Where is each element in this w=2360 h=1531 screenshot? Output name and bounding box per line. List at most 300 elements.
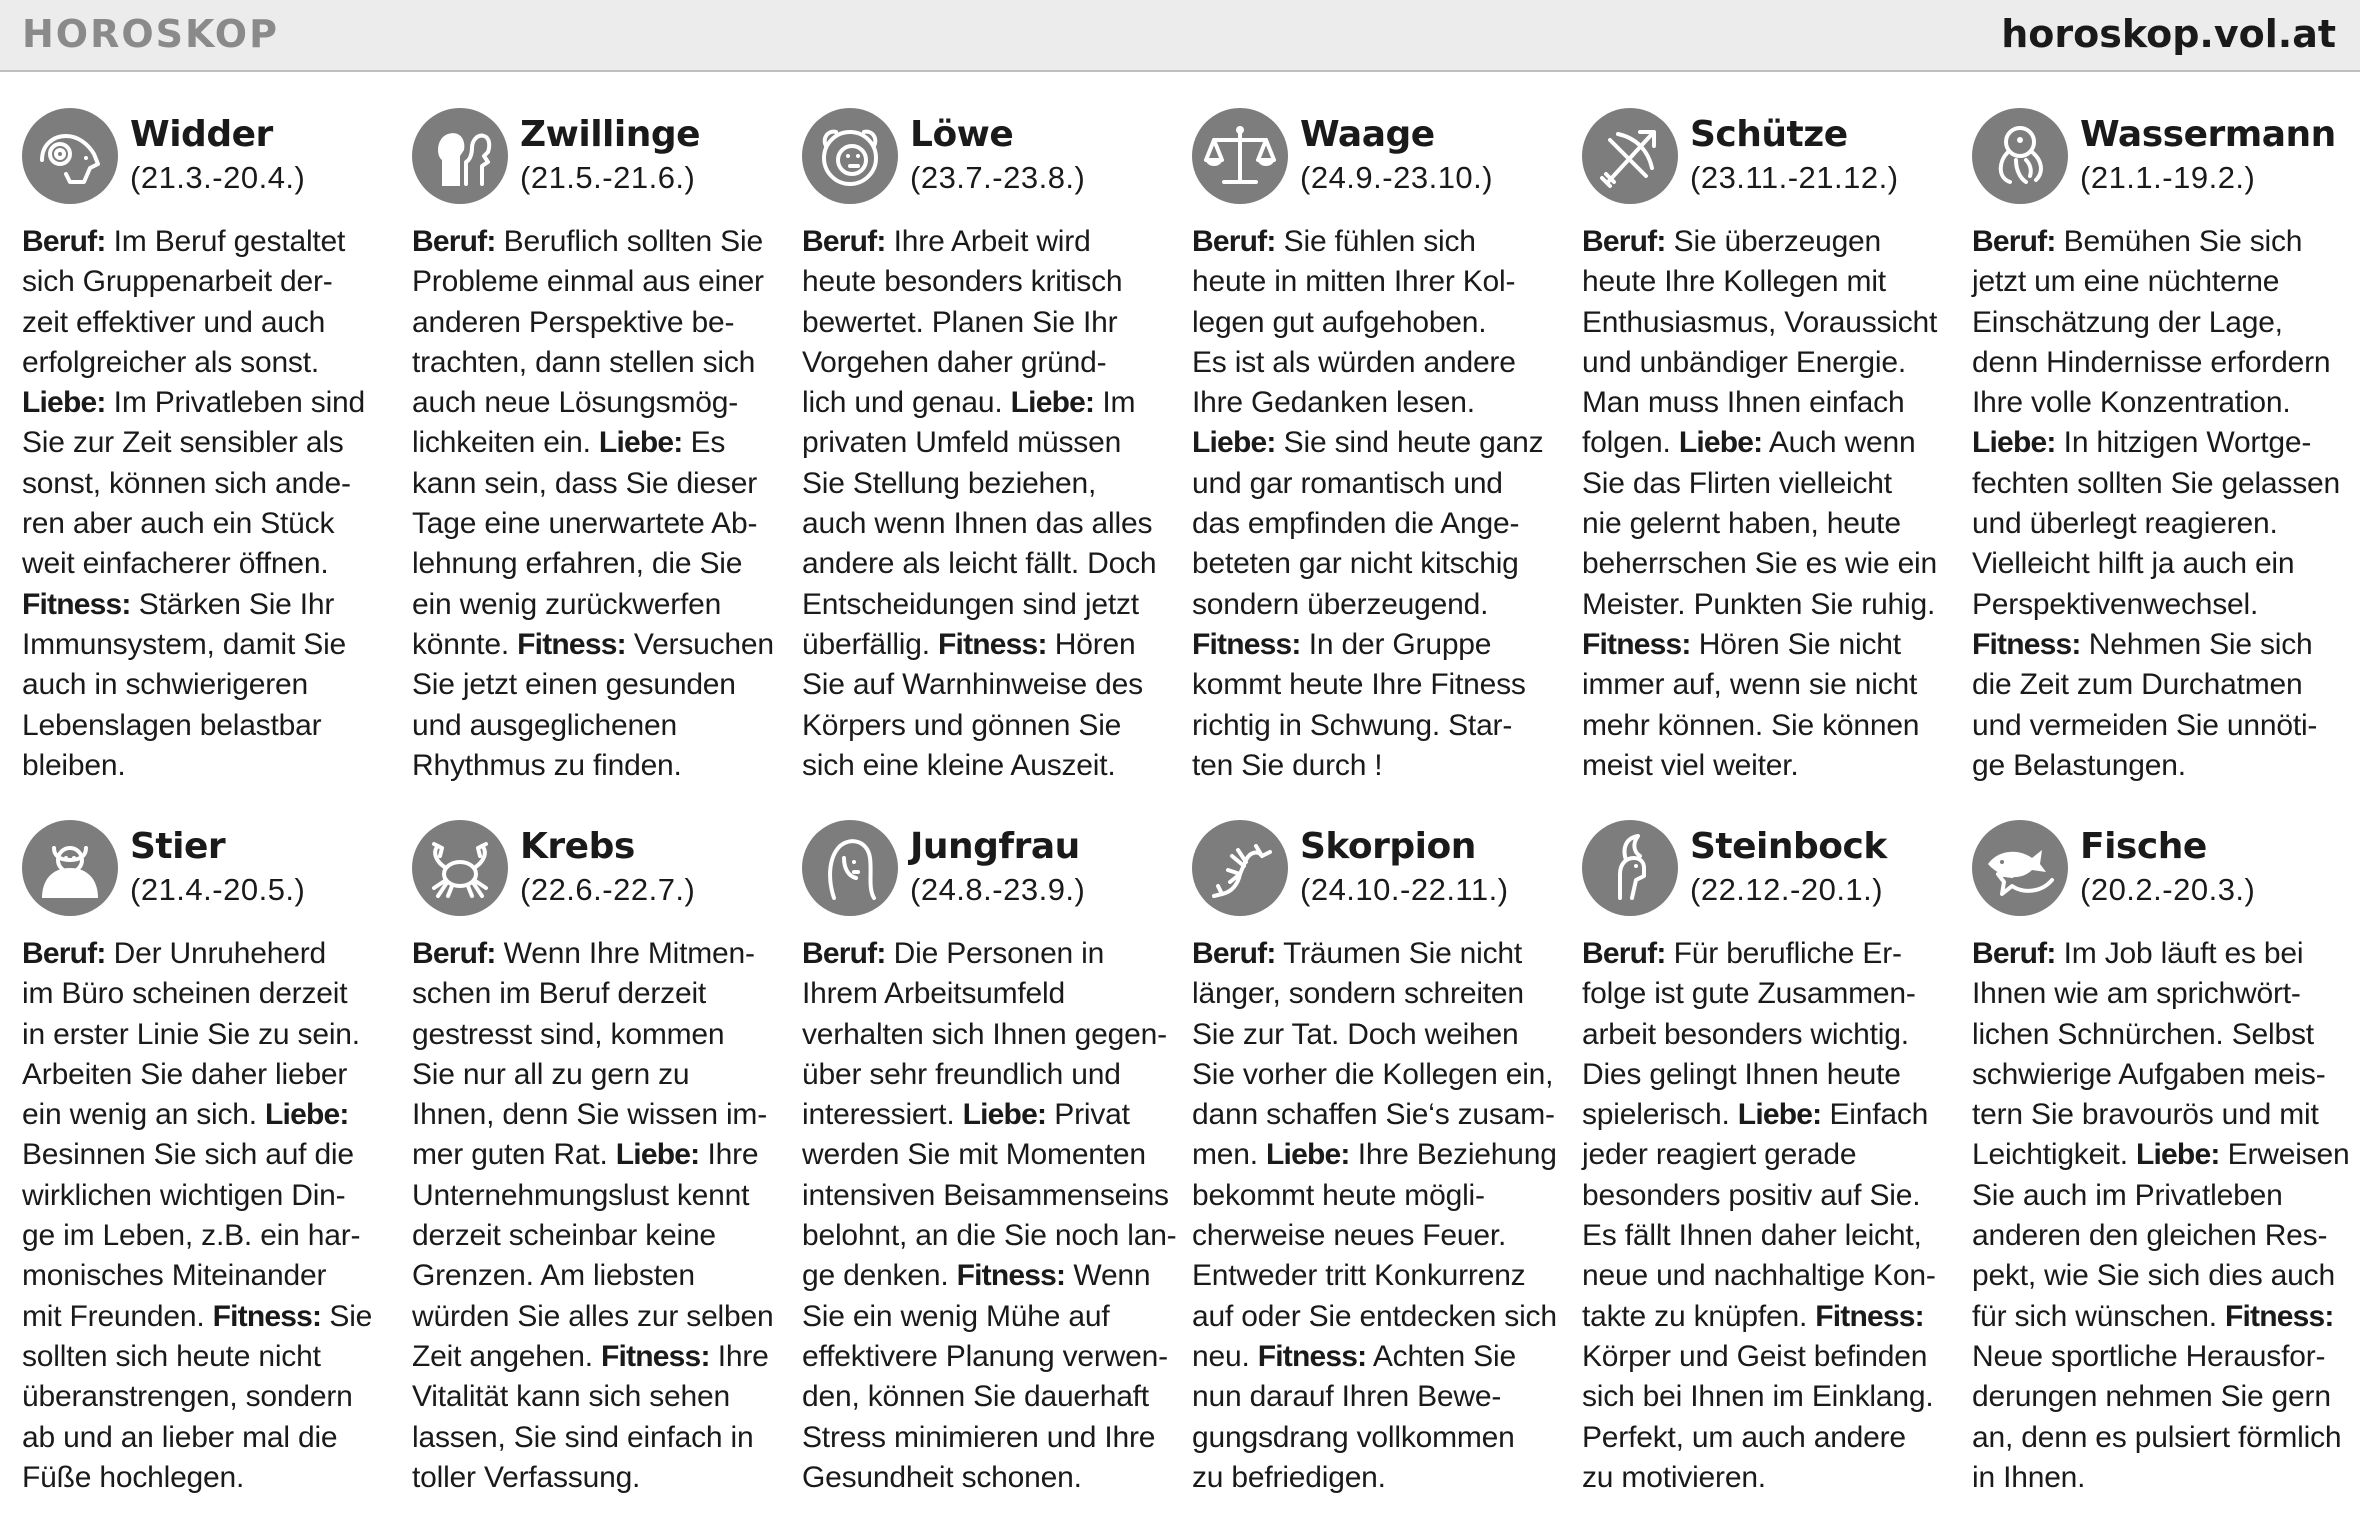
text-line xyxy=(22,934,394,974)
text-line xyxy=(802,383,1174,423)
text-segment: überfällig. xyxy=(802,627,939,661)
text-line xyxy=(412,665,784,705)
section-label: Fitness: xyxy=(1972,627,2081,661)
text-segment: trachten, dann stellen sich xyxy=(412,345,756,379)
text-line xyxy=(22,1135,394,1175)
text-segment: arbeit besonders wichtig. xyxy=(1582,1017,1909,1051)
text-line xyxy=(1582,625,1954,665)
text-segment: sollten sich heute nicht xyxy=(22,1339,321,1373)
text-segment: privaten Umfeld müssen xyxy=(802,426,1122,460)
text-line xyxy=(802,1297,1174,1337)
text-segment: Stress minimieren und Ihre xyxy=(802,1420,1156,1454)
text-segment: Wenn xyxy=(1065,1259,1151,1293)
text-line xyxy=(1582,1055,1954,1095)
text-segment: kann sein, dass Sie dieser xyxy=(412,466,758,500)
text-line xyxy=(412,934,784,974)
text-line xyxy=(412,625,784,665)
text-line xyxy=(802,303,1174,343)
text-segment: neu. xyxy=(1192,1339,1258,1373)
text-line xyxy=(802,262,1174,302)
text-segment: Gesundheit schonen. xyxy=(802,1460,1082,1494)
text-segment: Meister. Punkten Sie ruhig. xyxy=(1582,587,1936,621)
text-line xyxy=(802,1458,1174,1498)
text-line xyxy=(22,1458,394,1498)
text-segment: länger, sondern schreiten xyxy=(1192,977,1524,1011)
text-segment: Arbeiten Sie daher lieber xyxy=(22,1057,348,1091)
text-line xyxy=(1192,262,1564,302)
ibex-icon xyxy=(1582,820,1678,916)
text-line xyxy=(802,1015,1174,1055)
text-line xyxy=(1582,383,1954,423)
text-segment: mer guten Rat. xyxy=(412,1138,616,1172)
text-line xyxy=(412,1337,784,1377)
text-line xyxy=(412,974,784,1014)
text-segment: neue und nachhaltige Kon- xyxy=(1582,1259,1936,1293)
sign-text xyxy=(1972,934,2350,1498)
text-line xyxy=(412,1015,784,1055)
site-url: horoskop.vol.at xyxy=(2001,12,2336,56)
text-line xyxy=(802,625,1174,665)
text-segment: heute in mitten Ihrer Kol- xyxy=(1192,265,1516,299)
sign-dates: (24.10.-22.11.) xyxy=(1300,872,1509,907)
text-segment: Perspektivenwechsel. xyxy=(1972,587,2259,621)
text-line xyxy=(802,1055,1174,1095)
text-line xyxy=(1972,1458,2344,1498)
text-line xyxy=(22,504,394,544)
sign-text xyxy=(1582,934,1954,1498)
text-segment: Enthusiasmus, Voraussicht xyxy=(1582,305,1938,339)
text-segment: auf oder Sie entdecken sich xyxy=(1192,1299,1557,1333)
text-line xyxy=(1192,504,1564,544)
sign-dates: (21.3.-20.4.) xyxy=(130,160,306,195)
fish-icon xyxy=(1972,820,2068,916)
sign-name: Widder xyxy=(130,114,273,155)
text-line xyxy=(1582,504,1954,544)
text-segment: Sie zur Zeit sensibler als xyxy=(22,426,344,460)
sign-dates: (21.5.-21.6.) xyxy=(520,160,696,195)
text-segment: anderen den gleichen Res- xyxy=(1972,1219,2328,1253)
text-segment: Sie ein wenig Mühe auf xyxy=(802,1299,1110,1333)
section-label: Liebe: xyxy=(962,1098,1047,1132)
text-line xyxy=(1972,1418,2344,1458)
text-segment: cherweise neues Feuer. xyxy=(1192,1219,1507,1253)
text-line xyxy=(1192,1055,1564,1095)
text-line xyxy=(1192,746,1564,786)
text-line xyxy=(1972,585,2344,625)
text-segment: bewertet. Planen Sie Ihr xyxy=(802,305,1118,339)
text-segment: ein wenig an sich. xyxy=(22,1098,266,1132)
text-line xyxy=(1972,665,2344,705)
text-segment: überanstrengen, sondern xyxy=(22,1380,353,1414)
text-line xyxy=(1972,343,2344,383)
text-segment: denn Hindernisse erfordern xyxy=(1972,345,2331,379)
virgin-icon xyxy=(802,820,898,916)
text-line xyxy=(1972,974,2344,1014)
section-label: Fitness: xyxy=(601,1339,710,1373)
text-line xyxy=(1192,464,1564,504)
section-label: Fitness: xyxy=(1582,627,1691,661)
text-segment: Lebenslagen belastbar xyxy=(22,708,322,742)
text-line xyxy=(1582,1458,1954,1498)
text-line xyxy=(1192,1377,1564,1417)
text-segment: Ihnen, denn Sie wissen im- xyxy=(412,1098,767,1132)
text-line xyxy=(1972,1337,2344,1377)
section-label: Beruf: xyxy=(1192,225,1276,258)
section-label: Liebe: xyxy=(1192,426,1276,460)
text-line xyxy=(1582,1095,1954,1135)
section-label: Beruf: xyxy=(1972,225,2056,258)
text-line xyxy=(412,1216,784,1256)
text-line xyxy=(802,1176,1174,1216)
text-segment: Sie vorher die Kollegen ein, xyxy=(1192,1057,1554,1091)
text-segment: Im Job läuft es bei xyxy=(2055,937,2304,970)
text-segment: Im Beruf gestaltet xyxy=(105,225,346,258)
text-line xyxy=(22,1418,394,1458)
text-line xyxy=(1972,1055,2344,1095)
text-segment: Man muss Ihnen einfach xyxy=(1582,386,1905,420)
text-line xyxy=(22,1176,394,1216)
text-line xyxy=(1582,934,1954,974)
text-segment: Zeit angehen. xyxy=(412,1339,602,1373)
ram-icon xyxy=(22,108,118,204)
section-label: Fitness: xyxy=(956,1259,1066,1293)
text-segment: heute Ihre Kollegen mit xyxy=(1582,265,1886,299)
section-label: Fitness: xyxy=(938,627,1047,661)
text-segment: kommt heute Ihre Fitness xyxy=(1192,668,1526,702)
section-label: Beruf: xyxy=(412,225,496,258)
text-line xyxy=(802,464,1174,504)
text-line xyxy=(1582,464,1954,504)
text-line xyxy=(412,544,784,584)
sign-text xyxy=(412,222,784,786)
text-line xyxy=(412,1458,784,1498)
text-segment: immer auf, wenn sie nicht xyxy=(1582,668,1918,702)
text-segment: Ihre Arbeit wird xyxy=(885,225,1091,258)
text-segment: beteten gar nicht kitschig xyxy=(1192,547,1519,581)
section-label: Beruf: xyxy=(1582,937,1666,970)
text-segment: und gar romantisch und xyxy=(1192,466,1503,500)
text-segment: ren aber auch ein Stück xyxy=(22,507,335,541)
text-segment: richtig in Schwung. Star- xyxy=(1192,708,1513,742)
text-line xyxy=(802,934,1174,974)
text-line xyxy=(802,1135,1174,1175)
section-label: Fitness: xyxy=(2225,1299,2334,1333)
section-label: Liebe: xyxy=(22,386,106,420)
text-segment: Unternehmungslust kennt xyxy=(412,1178,750,1212)
text-segment: lich und genau. xyxy=(802,386,1011,420)
text-line xyxy=(1582,1216,1954,1256)
text-line xyxy=(802,504,1174,544)
text-line xyxy=(1972,464,2344,504)
text-segment: Körpers und gönnen Sie xyxy=(802,708,1122,742)
crab-icon xyxy=(412,820,508,916)
text-line xyxy=(1192,222,1564,262)
text-line xyxy=(1972,504,2344,544)
text-line xyxy=(412,746,784,786)
text-segment: sondern überzeugend. xyxy=(1192,587,1489,621)
text-line xyxy=(1192,1015,1564,1055)
text-segment: Ihnen wie am sprichwört- xyxy=(1972,977,2301,1011)
text-segment: Ihre volle Konzentration. xyxy=(1972,386,2291,420)
lion-icon xyxy=(802,108,898,204)
text-line xyxy=(22,1377,394,1417)
text-segment: Vitalität kann sich sehen xyxy=(412,1380,730,1414)
text-line xyxy=(1582,303,1954,343)
text-line xyxy=(1582,1297,1954,1337)
sign-text xyxy=(802,222,1174,786)
text-segment: fechten sollten Sie gelassen xyxy=(1972,466,2340,500)
text-segment: an, denn es pulsiert förmlich xyxy=(1972,1420,2342,1454)
text-segment: Versuchen xyxy=(625,627,774,661)
text-segment: in erster Linie Sie zu sein. xyxy=(22,1017,360,1051)
text-line xyxy=(412,1055,784,1095)
text-line xyxy=(1582,1418,1954,1458)
text-segment: monisches Miteinander xyxy=(22,1259,327,1293)
text-line xyxy=(412,1377,784,1417)
text-segment: sonst, können sich ande- xyxy=(22,466,351,500)
text-line xyxy=(1192,1256,1564,1296)
text-segment: jeder reagiert gerade xyxy=(1582,1138,1857,1172)
text-line xyxy=(1972,1377,2344,1417)
text-segment: mit Freunden. xyxy=(22,1299,213,1333)
text-segment: ge denken. xyxy=(802,1259,957,1293)
text-line xyxy=(412,585,784,625)
water-bearer-icon xyxy=(1972,108,2068,204)
text-line xyxy=(1192,303,1564,343)
text-segment: Es fällt Ihnen daher leicht, xyxy=(1582,1219,1922,1253)
sign-dates: (22.6.-22.7.) xyxy=(520,872,696,907)
text-line xyxy=(1582,222,1954,262)
text-segment: Vorgehen daher gründ- xyxy=(802,345,1107,379)
text-line xyxy=(22,1015,394,1055)
text-segment: pekt, wie Sie sich dies auch xyxy=(1972,1259,2335,1293)
text-segment: Träumen Sie nicht xyxy=(1275,937,1523,970)
text-segment: Einfach xyxy=(1821,1098,1929,1132)
text-segment: Auch wenn xyxy=(1762,426,1916,460)
text-line xyxy=(22,262,394,302)
section-label: Beruf: xyxy=(22,225,106,258)
text-segment: Probleme einmal aus einer xyxy=(412,265,764,299)
text-segment: Im xyxy=(1094,386,1136,420)
section-label: Fitness: xyxy=(212,1299,322,1333)
text-line xyxy=(802,222,1174,262)
sign-dates: (23.7.-23.8.) xyxy=(910,160,1086,195)
text-line xyxy=(1582,262,1954,302)
text-line xyxy=(1192,585,1564,625)
text-line xyxy=(802,1337,1174,1377)
section-label: Beruf: xyxy=(802,937,886,970)
text-segment: gestresst sind, kommen xyxy=(412,1017,725,1051)
text-line xyxy=(22,383,394,423)
text-segment: derzeit scheinbar keine xyxy=(412,1219,716,1253)
text-line xyxy=(22,544,394,584)
text-segment: in Ihnen. xyxy=(1972,1460,2086,1494)
text-segment: mehr können. Sie können xyxy=(1582,708,1920,742)
text-segment: Sie jetzt einen gesunden xyxy=(412,668,736,702)
text-line xyxy=(1972,544,2344,584)
section-label: Fitness: xyxy=(1192,627,1301,661)
text-line xyxy=(22,585,394,625)
section-label: Liebe: xyxy=(1678,426,1763,460)
sign-name: Schütze xyxy=(1690,114,1848,155)
text-line xyxy=(802,544,1174,584)
text-segment: bleiben. xyxy=(22,748,126,782)
text-segment: heute besonders kritisch xyxy=(802,265,1123,299)
section-label: Beruf: xyxy=(802,225,886,258)
text-line xyxy=(802,1095,1174,1135)
section-label: Fitness: xyxy=(517,627,626,661)
text-line xyxy=(412,504,784,544)
text-line xyxy=(1582,1176,1954,1216)
text-segment: ab und an lieber mal die xyxy=(22,1420,338,1454)
sign-dates: (23.11.-21.12.) xyxy=(1690,160,1899,195)
text-line xyxy=(22,303,394,343)
sign-name: Krebs xyxy=(520,826,635,867)
text-line xyxy=(412,1095,784,1135)
text-line xyxy=(412,1256,784,1296)
text-line xyxy=(1582,1015,1954,1055)
text-line xyxy=(802,423,1174,463)
text-segment: verhalten sich Ihnen gegen- xyxy=(802,1017,1167,1051)
text-segment: sich Gruppenarbeit der- xyxy=(22,265,333,299)
text-segment: folge ist gute Zusammen- xyxy=(1582,977,1916,1011)
sign-name: Steinbock xyxy=(1690,826,1887,867)
text-line xyxy=(22,665,394,705)
text-segment: für sich wünschen. xyxy=(1972,1299,2225,1333)
text-segment: Die Personen in xyxy=(885,937,1105,970)
sign-text xyxy=(1192,222,1564,786)
text-segment: schen im Beruf derzeit xyxy=(412,977,707,1011)
text-line xyxy=(1972,1015,2344,1055)
text-segment: lassen, Sie sind einfach in xyxy=(412,1420,754,1454)
text-line xyxy=(1192,383,1564,423)
text-segment: sich eine kleine Auszeit. xyxy=(802,748,1116,782)
sign-name: Stier xyxy=(130,826,226,867)
sign-text xyxy=(412,934,784,1498)
text-segment: und ausgeglichenen xyxy=(412,708,677,742)
text-segment: legen gut aufgehoben. xyxy=(1192,305,1487,339)
section-label: Beruf: xyxy=(1192,937,1276,970)
text-segment: Tage eine unerwartete Ab- xyxy=(412,507,758,541)
text-segment: zu befriedigen. xyxy=(1192,1460,1386,1494)
text-segment: anderen Perspektive be- xyxy=(412,305,735,339)
text-segment: derungen nehmen Sie gern xyxy=(1972,1380,2331,1414)
text-segment: meist viel weiter. xyxy=(1582,748,1799,782)
text-segment: intensiven Beisammenseins xyxy=(802,1178,1169,1212)
text-line xyxy=(22,706,394,746)
text-line xyxy=(1192,706,1564,746)
text-line xyxy=(1192,343,1564,383)
text-segment: gungsdrang vollkommen xyxy=(1192,1420,1515,1454)
text-segment: Es xyxy=(682,426,726,460)
text-line xyxy=(1972,1216,2344,1256)
section-label: Liebe: xyxy=(265,1098,349,1132)
text-segment: Grenzen. Am liebsten xyxy=(412,1259,695,1293)
text-segment: Rhythmus zu finden. xyxy=(412,748,682,782)
text-line xyxy=(1972,383,2344,423)
text-line xyxy=(1972,1176,2344,1216)
text-segment: Bemühen Sie sich xyxy=(2055,225,2303,258)
sign-text xyxy=(1972,222,2344,786)
text-segment: bekommt heute mögli- xyxy=(1192,1178,1485,1212)
text-segment: Ihre xyxy=(699,1138,759,1172)
section-label: Liebe: xyxy=(1010,386,1095,420)
text-segment: Sie zur Tat. Doch weihen xyxy=(1192,1017,1519,1051)
text-segment: Ihre Beziehung xyxy=(1349,1138,1557,1172)
text-line xyxy=(22,1256,394,1296)
scales-icon xyxy=(1192,108,1288,204)
text-segment: auch in schwierigeren xyxy=(22,668,308,702)
text-line xyxy=(412,222,784,262)
text-segment: schwierige Aufgaben meis- xyxy=(1972,1057,2326,1091)
text-segment: auch neue Lösungsmög- xyxy=(412,386,739,420)
text-line xyxy=(1192,1176,1564,1216)
archer-icon xyxy=(1582,108,1678,204)
text-line xyxy=(412,262,784,302)
text-segment: Vielleicht hilft ja auch ein xyxy=(1972,547,2295,581)
text-line xyxy=(802,746,1174,786)
text-line xyxy=(22,222,394,262)
text-segment: folgen. xyxy=(1582,426,1679,460)
text-segment: sich bei Ihnen im Einklang. xyxy=(1582,1380,1934,1414)
text-segment: und vermeiden Sie unnöti- xyxy=(1972,708,2318,742)
text-line xyxy=(22,343,394,383)
text-line xyxy=(22,974,394,1014)
text-line xyxy=(1192,1297,1564,1337)
text-line xyxy=(22,625,394,665)
text-segment: Sie auch im Privatleben xyxy=(1972,1178,2283,1212)
text-line xyxy=(1192,665,1564,705)
text-line xyxy=(1582,1337,1954,1377)
text-segment: Erweisen xyxy=(2219,1138,2350,1172)
text-line xyxy=(412,1176,784,1216)
text-segment: andere als leicht fällt. Doch xyxy=(802,547,1157,581)
text-segment: Ihre xyxy=(709,1339,769,1373)
text-segment: jetzt um eine nüchterne xyxy=(1972,265,2280,299)
text-segment: Es ist als würden andere xyxy=(1192,345,1516,379)
text-segment: erfolgreicher als sonst. xyxy=(22,345,320,379)
section-label: Fitness: xyxy=(22,587,131,621)
text-line xyxy=(1972,1297,2344,1337)
text-segment: ten Sie durch ! xyxy=(1192,748,1383,782)
text-line xyxy=(1972,1256,2344,1296)
text-line xyxy=(1582,1135,1954,1175)
text-segment: Sie fühlen sich xyxy=(1275,225,1476,258)
text-segment: belohnt, an die Sie noch lan- xyxy=(802,1219,1177,1253)
text-line xyxy=(1192,1337,1564,1377)
text-segment: Füße hochlegen. xyxy=(22,1460,245,1494)
text-segment: beherrschen Sie es wie ein xyxy=(1582,547,1938,581)
text-line xyxy=(1972,303,2344,343)
text-line xyxy=(1192,1418,1564,1458)
text-segment: nie gelernt haben, heute xyxy=(1582,507,1901,541)
text-line xyxy=(22,1297,394,1337)
text-line xyxy=(1972,934,2344,974)
text-segment: Sie das Flirten vielleicht xyxy=(1582,466,1892,500)
text-segment: Nehmen Sie sich xyxy=(2080,627,2313,661)
text-segment: das empfinden die Ange- xyxy=(1192,507,1520,541)
text-segment: zu motivieren. xyxy=(1582,1460,1766,1494)
text-segment: Ihre Gedanken lesen. xyxy=(1192,386,1475,420)
sign-name: Wassermann xyxy=(2080,114,2336,155)
text-line xyxy=(1582,423,1954,463)
text-line xyxy=(1582,1256,1954,1296)
text-line xyxy=(412,464,784,504)
text-segment: zeit effektiver und auch xyxy=(22,305,326,339)
text-segment: werden Sie mit Momenten xyxy=(802,1138,1146,1172)
sign-dates: (22.12.-20.1.) xyxy=(1690,872,1884,907)
text-segment: lehnung erfahren, die Sie xyxy=(412,547,743,581)
